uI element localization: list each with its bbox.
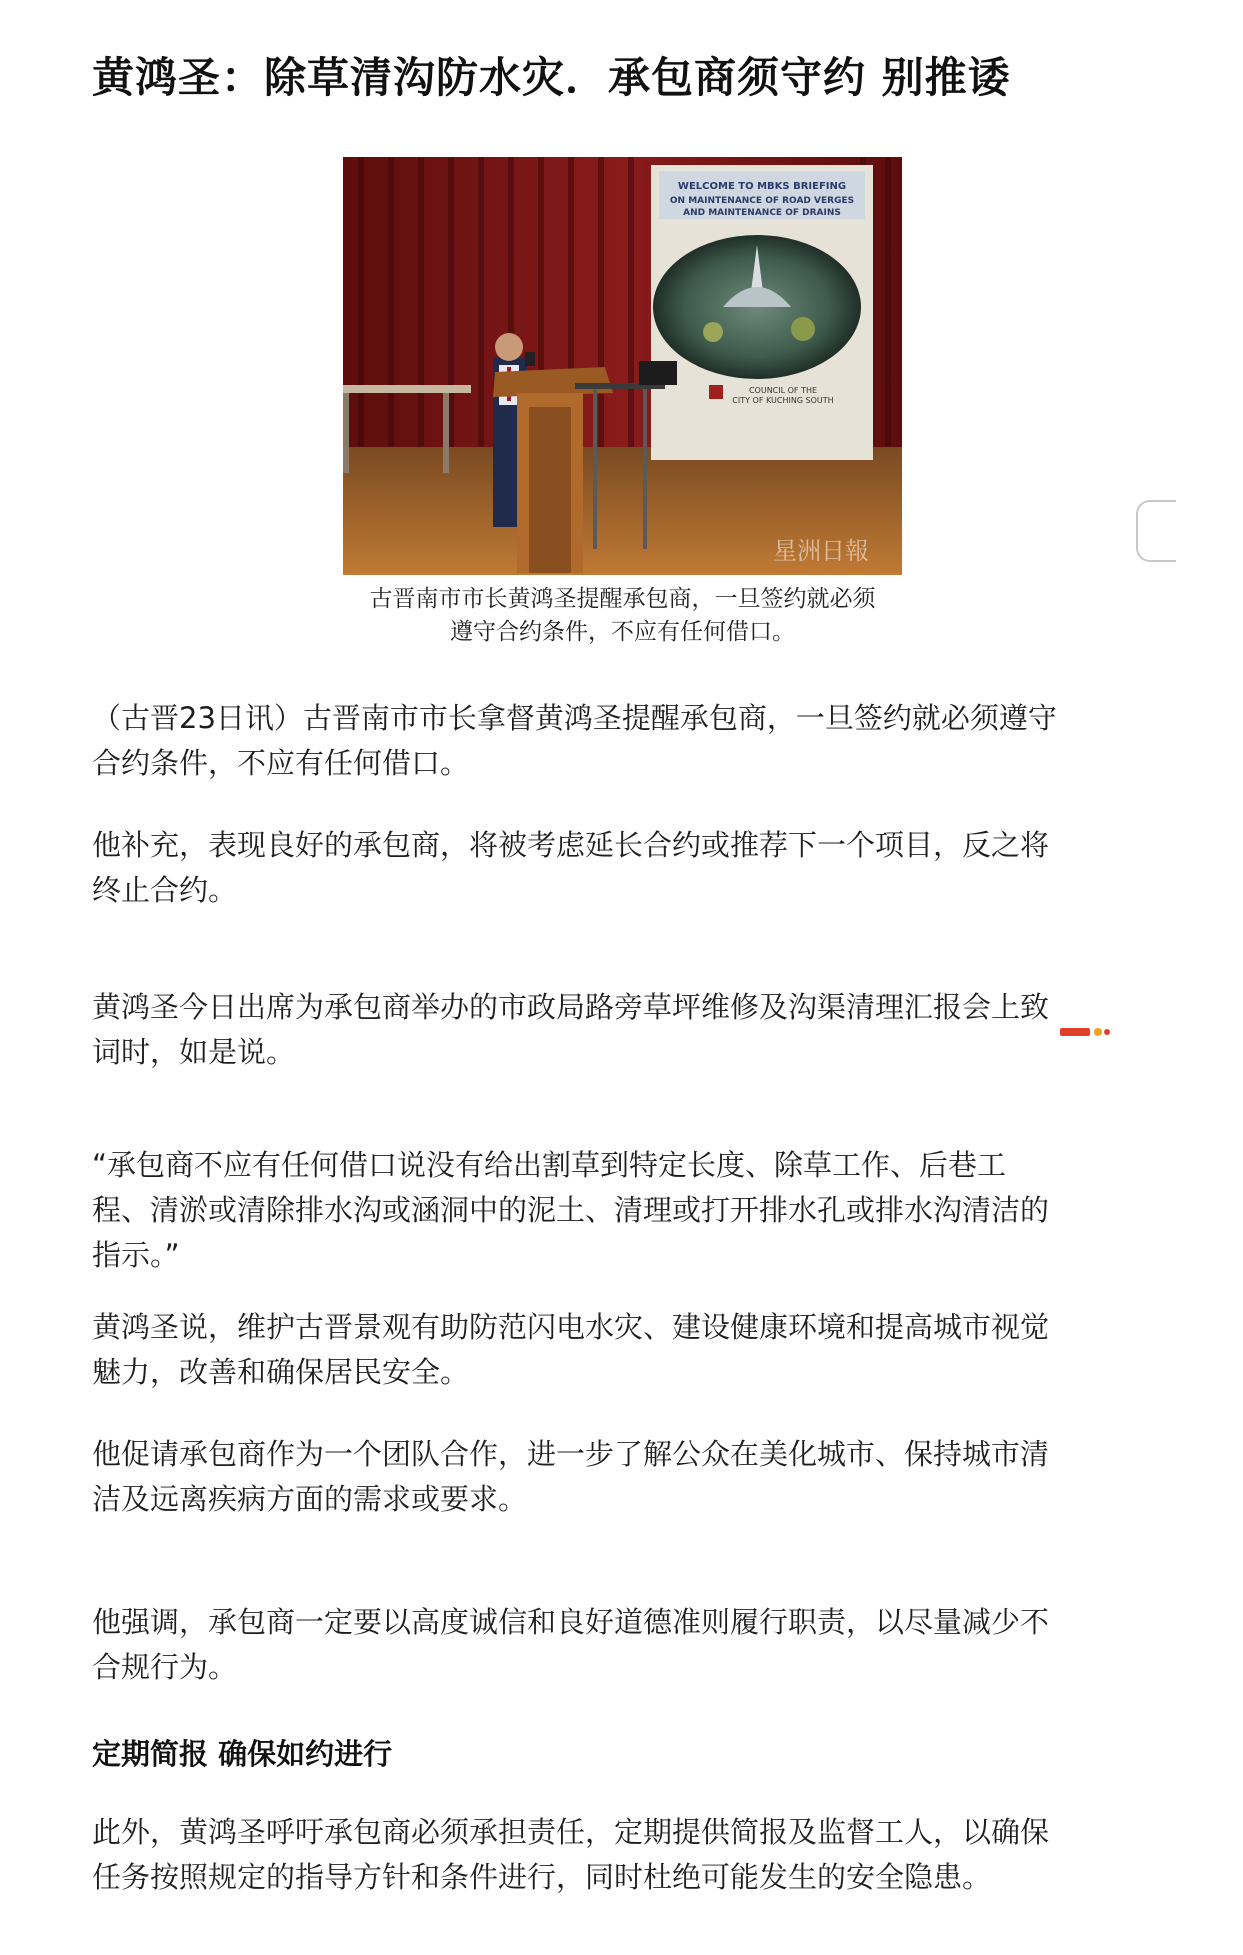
text-line: 合规行为。	[92, 1650, 238, 1684]
text-line: 他强调，承包商一定要以高度诚信和良好道德准则履行职责，以尽量减少不	[92, 1605, 1050, 1639]
svg-text:CITY OF KUCHING SOUTH: CITY OF KUCHING SOUTH	[732, 396, 834, 405]
text-line: “承包商不应有任何借口说没有给出割草到特定长度、除草工作、后巷工	[92, 1148, 1007, 1182]
svg-text:ON MAINTENANCE OF ROAD VERGES: ON MAINTENANCE OF ROAD VERGES	[669, 196, 855, 206]
caption-line: 遵守合约条件，不应有任何借口。	[450, 619, 795, 645]
text-line: 此外，黄鸿圣呼吁承包商必须承担责任，定期提供简报及监督工人，以确保	[92, 1815, 1050, 1849]
svg-text:AND MAINTENANCE OF DRAINS: AND MAINTENANCE OF DRAINS	[683, 208, 841, 218]
text-line: 词时，如是说。	[92, 1035, 296, 1069]
paragraph-1	[92, 696, 1132, 786]
text-line: 他促请承包商作为一个团队合作，进一步了解公众在美化城市、保持城市清	[92, 1437, 1050, 1471]
photo-caption	[330, 583, 915, 649]
photo-illustration	[343, 157, 902, 575]
article-title: 黄鸿圣：除草清沟防水灾．承包商须守约 别推诿	[92, 53, 1011, 102]
svg-text:WELCOME TO MBKS BRIEFING: WELCOME TO MBKS BRIEFING	[677, 181, 847, 192]
text-line: 程、清淤或清除排水沟或涵洞中的泥土、清理或打开排水孔或排水沟清洁的	[92, 1193, 1050, 1227]
paragraph-6	[92, 1432, 1132, 1522]
publisher-logo-icon	[1060, 1025, 1112, 1039]
text-line: 合约条件，不应有任何借口。	[92, 746, 470, 780]
paragraph-5	[92, 1305, 1132, 1395]
text-line: 他补充，表现良好的承包商，将被考虑延长合约或推荐下一个项目，反之将	[92, 828, 1050, 862]
paragraph-closing	[92, 1810, 1132, 1900]
svg-text:COUNCIL OF THE: COUNCIL OF THE	[748, 386, 818, 395]
paragraph-4-quote	[92, 1143, 1132, 1278]
text-line: 终止合约。	[92, 873, 238, 907]
section-subheading: 定期简报 确保如约进行	[92, 1737, 393, 1771]
text-line: 魅力，改善和确保居民安全。	[92, 1355, 470, 1389]
text-line: （古晋23日讯）古晋南市市长拿督黄鸿圣提醒承包商，一旦签约就必须遵守	[92, 701, 1057, 735]
photo-watermark: 星洲日報	[773, 537, 869, 565]
article-photo[interactable]	[343, 157, 902, 575]
text-line: 黄鸿圣说，维护古晋景观有助防范闪电水灾、建设健康环境和提高城市视觉	[92, 1310, 1050, 1344]
caption-line: 古晋南市市长黄鸿圣提醒承包商，一旦签约就必须	[369, 586, 876, 612]
side-drawer-tab[interactable]	[1136, 500, 1176, 562]
text-line: 指示。”	[92, 1238, 180, 1272]
text-line: 任务按照规定的指导方针和条件进行，同时杜绝可能发生的安全隐患。	[92, 1860, 992, 1894]
paragraph-3	[92, 985, 1132, 1075]
paragraph-7	[92, 1600, 1132, 1690]
text-line: 洁及远离疾病方面的需求或要求。	[92, 1482, 528, 1516]
paragraph-2	[92, 823, 1132, 913]
text-line: 黄鸿圣今日出席为承包商举办的市政局路旁草坪维修及沟渠清理汇报会上致	[92, 990, 1050, 1024]
